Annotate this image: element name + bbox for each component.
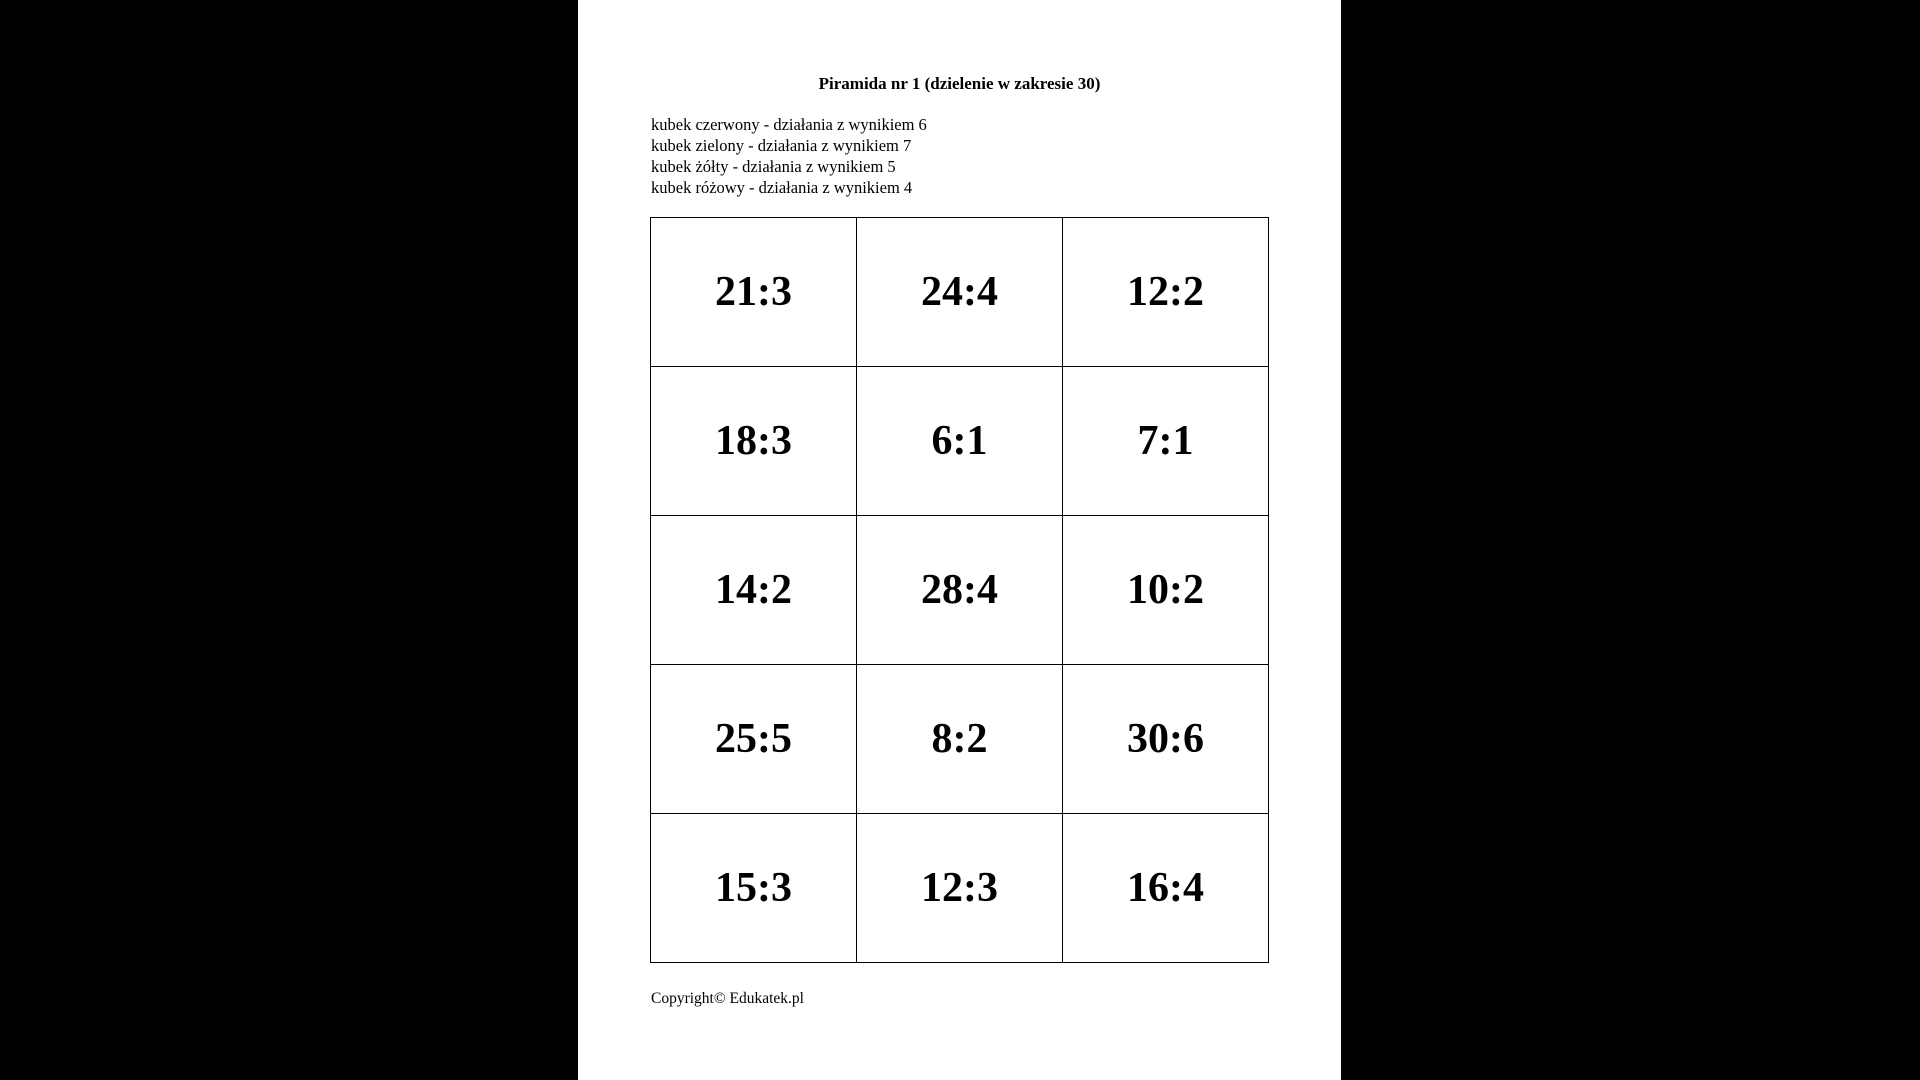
grid-cell: 30:6 <box>1063 665 1269 814</box>
grid-row <box>651 814 1269 963</box>
grid-cell: 15:3 <box>651 814 857 963</box>
grid-cell: 14:2 <box>651 516 857 665</box>
legend-line-green: kubek zielony - działania z wynikiem 7 <box>651 136 912 155</box>
grid-cell: 12:3 <box>857 814 1063 963</box>
grid-row <box>651 665 1269 814</box>
copyright-text: Copyright© Edukatek.pl <box>651 990 804 1007</box>
grid-row <box>651 516 1269 665</box>
grid-cell: 28:4 <box>857 516 1063 665</box>
grid-row <box>651 367 1269 516</box>
legend-line-red: kubek czerwony - działania z wynikiem 6 <box>651 115 927 134</box>
legend-line-yellow: kubek żółty - działania z wynikiem 5 <box>651 157 896 176</box>
grid-cell: 6:1 <box>857 367 1063 516</box>
legend <box>651 114 927 198</box>
grid-cell: 24:4 <box>857 218 1063 367</box>
grid-cell: 21:3 <box>651 218 857 367</box>
exercise-grid <box>650 217 1269 963</box>
grid-cell: 8:2 <box>857 665 1063 814</box>
grid-cell: 25:5 <box>651 665 857 814</box>
document-page <box>578 0 1341 1080</box>
grid-cell: 18:3 <box>651 367 857 516</box>
legend-line-pink: kubek różowy - działania z wynikiem 4 <box>651 178 913 197</box>
grid-cell: 16:4 <box>1063 814 1269 963</box>
grid-cell: 12:2 <box>1063 218 1269 367</box>
grid-cell: 10:2 <box>1063 516 1269 665</box>
grid-row <box>651 218 1269 367</box>
grid-cell: 7:1 <box>1063 367 1269 516</box>
page-title: Piramida nr 1 (dzielenie w zakresie 30) <box>818 74 1101 93</box>
